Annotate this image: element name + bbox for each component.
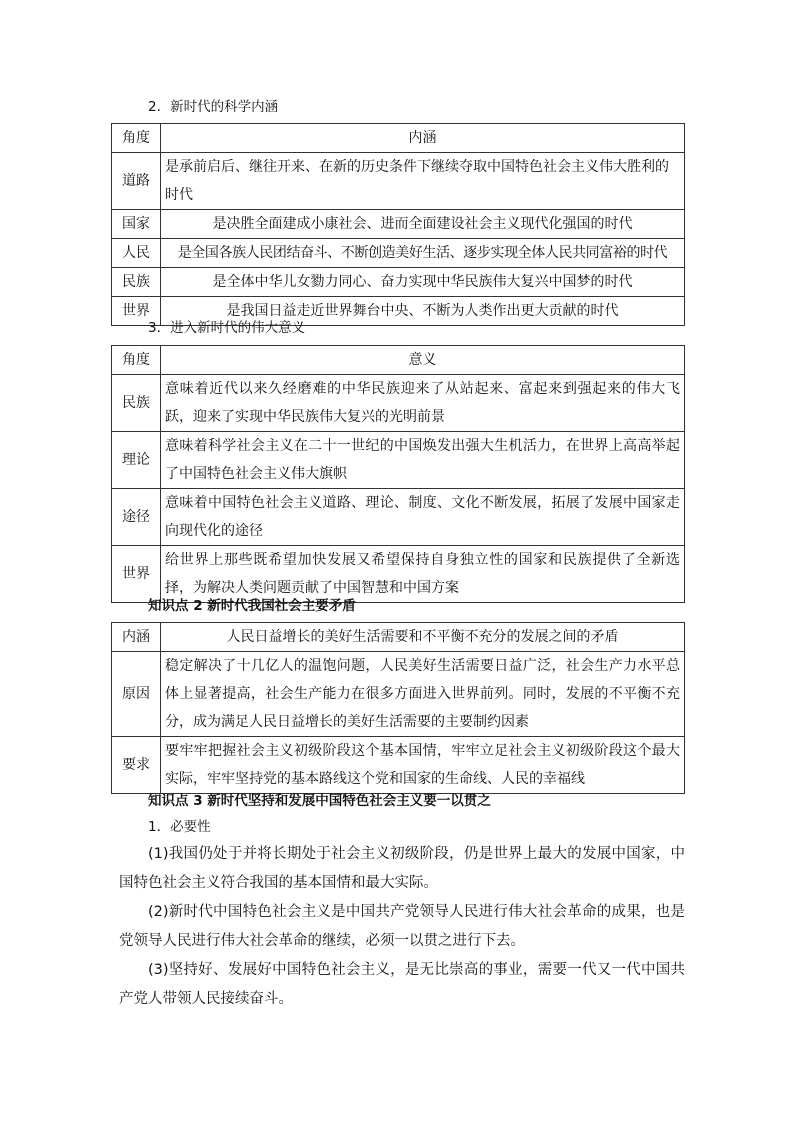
table-header-cell: 角度 bbox=[112, 124, 161, 153]
row-value: 要牢牢把握社会主义初级阶段这个基本国情，牢牢立足社会主义初级阶段这个最大实际，牢牢坚持党的基本路线这个党和国家的生命线、人民的幸福线 bbox=[161, 737, 685, 794]
row-key: 民族 bbox=[112, 268, 161, 297]
row-key: 民族 bbox=[112, 375, 161, 432]
row-key: 原因 bbox=[112, 652, 161, 737]
row-value: 是承前启后、继往开来、在新的历史条件下继续夺取中国特色社会主义伟大胜利的时代 bbox=[161, 153, 685, 210]
table-row bbox=[112, 623, 685, 652]
row-value: 意味着中国特色社会主义道路、理论、制度、文化不断发展，拓展了发展中国家走向现代化的途径 bbox=[161, 489, 685, 546]
section-2-title: 2．新时代的科学内涵 bbox=[148, 99, 279, 115]
row-key: 国家 bbox=[112, 210, 161, 239]
table-header-cell: 角度 bbox=[112, 346, 161, 375]
row-value: 稳定解决了十几亿人的温饱问题，人民美好生活需要日益广泛，社会生产力水平总体上显著提高，社会生产能力在很多方面进入世界前列。同时，发展的不平衡不充分，成为满足人民日益增长的美好生活需要的主要制约因素 bbox=[161, 652, 685, 737]
row-key: 要求 bbox=[112, 737, 161, 794]
main-contradiction-table bbox=[111, 622, 685, 794]
table-row bbox=[112, 239, 685, 268]
table-row bbox=[112, 432, 685, 489]
table-row bbox=[112, 153, 685, 210]
row-key: 世界 bbox=[112, 546, 161, 603]
knowledge-point-2-title: 知识点 2 新时代我国社会主要矛盾 bbox=[148, 598, 356, 614]
row-value: 是全体中华儿女勠力同心、奋力实现中华民族伟大复兴中国梦的时代 bbox=[161, 268, 685, 297]
row-key: 世界 bbox=[112, 297, 161, 326]
row-value: 是决胜全面建成小康社会、进而全面建设社会主义现代化强国的时代 bbox=[161, 210, 685, 239]
paragraph: (1)我国仍处于并将长期处于社会主义初级阶段，仍是世界上最大的发展中国家，中国特色社会主义符合我国的基本国情和最大实际。 bbox=[119, 846, 685, 891]
table-row bbox=[112, 652, 685, 737]
table-header-row bbox=[112, 346, 685, 375]
row-key: 途径 bbox=[112, 489, 161, 546]
row-key: 内涵 bbox=[112, 623, 161, 652]
table-row bbox=[112, 489, 685, 546]
table-row bbox=[112, 546, 685, 603]
table-header-cell: 意义 bbox=[161, 346, 685, 375]
row-key: 道路 bbox=[112, 153, 161, 210]
necessity-title: 1．必要性 bbox=[148, 819, 211, 835]
row-value: 是全国各族人民团结奋斗、不断创造美好生活、逐步实现全体人民共同富裕的时代 bbox=[161, 239, 685, 268]
table-row bbox=[112, 268, 685, 297]
row-value: 给世界上那些既希望加快发展又希望保持自身独立性的国家和民族提供了全新选择，为解决人类问题贡献了中国智慧和中国方案 bbox=[161, 546, 685, 603]
connotation-table bbox=[111, 123, 685, 326]
paragraph: (2)新时代中国特色社会主义是中国共产党领导人民进行伟大社会革命的成果，也是党领导人民进行伟大社会革命的继续，必须一以贯之进行下去。 bbox=[119, 904, 685, 949]
table-row bbox=[112, 737, 685, 794]
row-value: 意味着近代以来久经磨难的中华民族迎来了从站起来、富起来到强起来的伟大飞跃，迎来了实现中华民族伟大复兴的光明前景 bbox=[161, 375, 685, 432]
row-key: 人民 bbox=[112, 239, 161, 268]
row-value: 意味着科学社会主义在二十一世纪的中国焕发出强大生机活力，在世界上高高举起了中国特色社会主义伟大旗帜 bbox=[161, 432, 685, 489]
significance-table bbox=[111, 345, 685, 603]
row-key: 理论 bbox=[112, 432, 161, 489]
table-row bbox=[112, 210, 685, 239]
row-value: 人民日益增长的美好生活需要和不平衡不充分的发展之间的矛盾 bbox=[161, 623, 685, 652]
table-row bbox=[112, 375, 685, 432]
section-3-title: 3．进入新时代的伟大意义 bbox=[148, 320, 306, 336]
table-header-row bbox=[112, 124, 685, 153]
paragraph: (3)坚持好、发展好中国特色社会主义，是无比崇高的事业，需要一代又一代中国共产党人带领人民接续奋斗。 bbox=[119, 962, 685, 1007]
row-value: 是我国日益走近世界舞台中央、不断为人类作出更大贡献的时代 bbox=[161, 297, 685, 326]
knowledge-point-3-title: 知识点 3 新时代坚持和发展中国特色社会主义要一以贯之 bbox=[148, 793, 491, 809]
table-header-cell: 内涵 bbox=[161, 124, 685, 153]
